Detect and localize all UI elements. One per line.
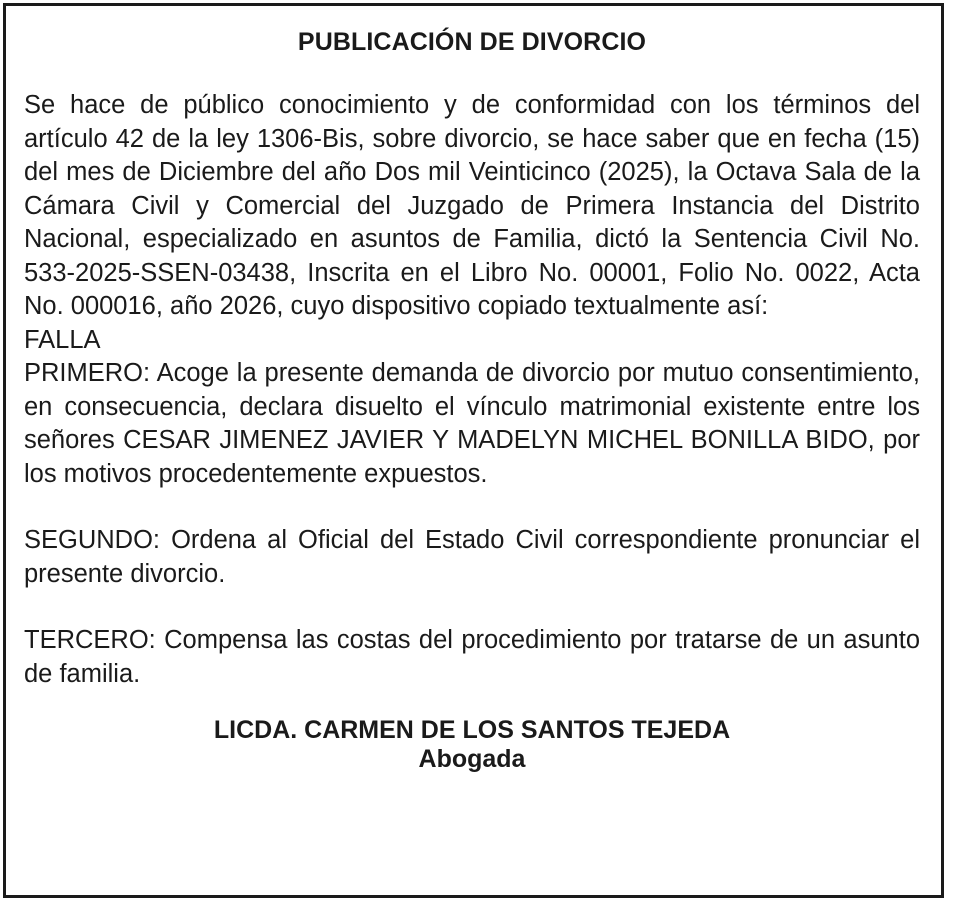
tercero-paragraph: TERCERO: Compensa las costas del procedimiento por tratarse de un asunto de familia.	[24, 626, 920, 688]
segundo-paragraph: SEGUNDO: Ordena al Oficial del Estado Civil correspondiente pronunciar el presente divorcio.	[24, 526, 920, 588]
notice-content	[24, 26, 920, 774]
spacer	[24, 691, 920, 716]
signatory-name: LICDA. CARMEN DE LOS SANTOS TEJEDA	[213, 716, 731, 744]
notice-title: PUBLICACIÓN DE DIVORCIO	[297, 28, 647, 56]
spacer	[24, 491, 920, 524]
signatory-title: Abogada	[418, 745, 526, 773]
spacer	[24, 591, 920, 624]
falla-heading: FALLA	[24, 325, 101, 354]
notice-intro-paragraph: Se hace de público conocimiento y de conformidad con los términos del artículo 42 de la ley 1306-Bis, sobre divorcio, se hace saber que en fecha (15) del mes de Diciembre del año Dos mil Veinticinco (2025), la Octava Sala de la Cámara Civil y Comercial del Juzgado de Primera Instancia del Distrito Nacional, especializado en asuntos de Familia, dictó la Sentencia Civil No. 533-2025-SSEN-03438, Inscrita en el Libro No. 00001, Folio No. 0022, Acta No. 000016, año 2026, cuyo dispositivo copiado textualmente así:	[24, 91, 920, 320]
primero-paragraph: PRIMERO: Acoge la presente demanda de divorcio por mutuo consentimiento, en consecuencia, declara disuelto el vínculo matrimonial existente entre los señores CESAR JIMENEZ JAVIER Y MADELYN MICHEL BONILLA BIDO, por los motivos procedentemente expuestos.	[24, 359, 920, 488]
